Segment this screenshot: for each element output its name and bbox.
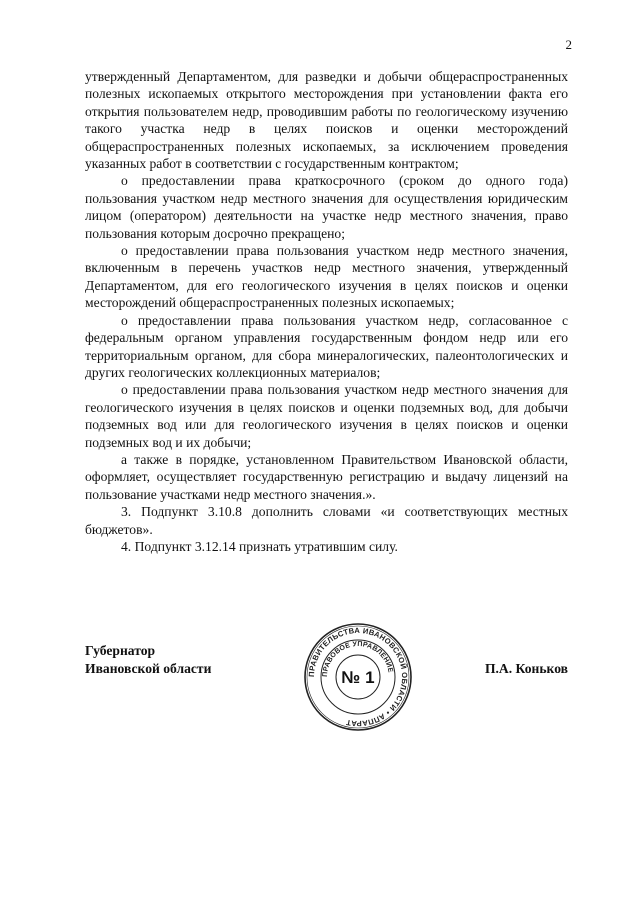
- signatory-title: [85, 642, 211, 678]
- official-seal: [303, 622, 413, 732]
- document-body: [85, 68, 568, 555]
- paragraph-5: о предоставлении права пользования участком недр местного значения для геологического изучения в целях поисков и оценки подземных вод, для добычи подземных вод или для геологического изучения в целях поисков и оценки подземных вод и их добычи;: [85, 382, 568, 450]
- paragraph-8: 4. Подпункт 3.12.14 признать утратившим силу.: [121, 538, 398, 554]
- paragraph-6: а также в порядке, установленном Правительством Ивановской области, оформляет, осуществляет государственную регистрацию и выдачу лицензий на пользование участками недр местного значения.».: [85, 451, 568, 502]
- signatory-name: П.А. Коньков: [484, 661, 568, 676]
- seal-inner-text-path: ПРАВОВОЕ УПРАВЛЕНИЕ: [321, 640, 394, 678]
- signatory-title-line-2: Ивановской области: [85, 661, 212, 676]
- seal-number: № 1: [341, 668, 375, 687]
- paragraph-3: о предоставлении права пользования участком недр местного значения, включенным в перечень участков недр местного значения, утвержденный Департаментом, для его геологического изучения в целях поисков и оценки месторождений общераспространенных полезных ископаемых;: [85, 243, 568, 311]
- signatory-title-line-1: Губернатор: [85, 643, 156, 658]
- paragraph-1: утвержденный Департаментом, для разведки и добычи общераспространенных полезных ископаемых открытого месторождения при установлении факта его открытия пользователем недр, проводившим работы по геологическому изучению такого участка недр в целях поисков и оценки месторождений общераспространенных полезных ископаемых, за исключением проведения указанных работ в соответствии с государственным контрактом;: [85, 69, 568, 172]
- signature-block: [85, 625, 568, 742]
- page-number: 2: [565, 37, 572, 52]
- paragraph-4: о предоставлении права пользования участком недр, согласованное с федеральным органом управления государственным фондом недр или его территориальным органом, для сбора минералогических, палеонтологических и других геологических коллекционных материалов;: [85, 312, 568, 380]
- paragraph-2: о предоставлении права краткосрочного (сроком до одного года) пользования участком недр местного значения для осуществления юридическим лицом (оператором) деятельности на участке недр местного значения, право пользования которым досрочно прекращено;: [85, 173, 568, 241]
- seal-outer-text-path: ПРАВИТЕЛЬСТВА ИВАНОВСКОЙ ОБЛАСТИ • АППАРАТ: [306, 625, 410, 729]
- paragraph-7: 3. Подпункт 3.10.8 дополнить словами «и соответствующих местных бюджетов».: [85, 504, 568, 537]
